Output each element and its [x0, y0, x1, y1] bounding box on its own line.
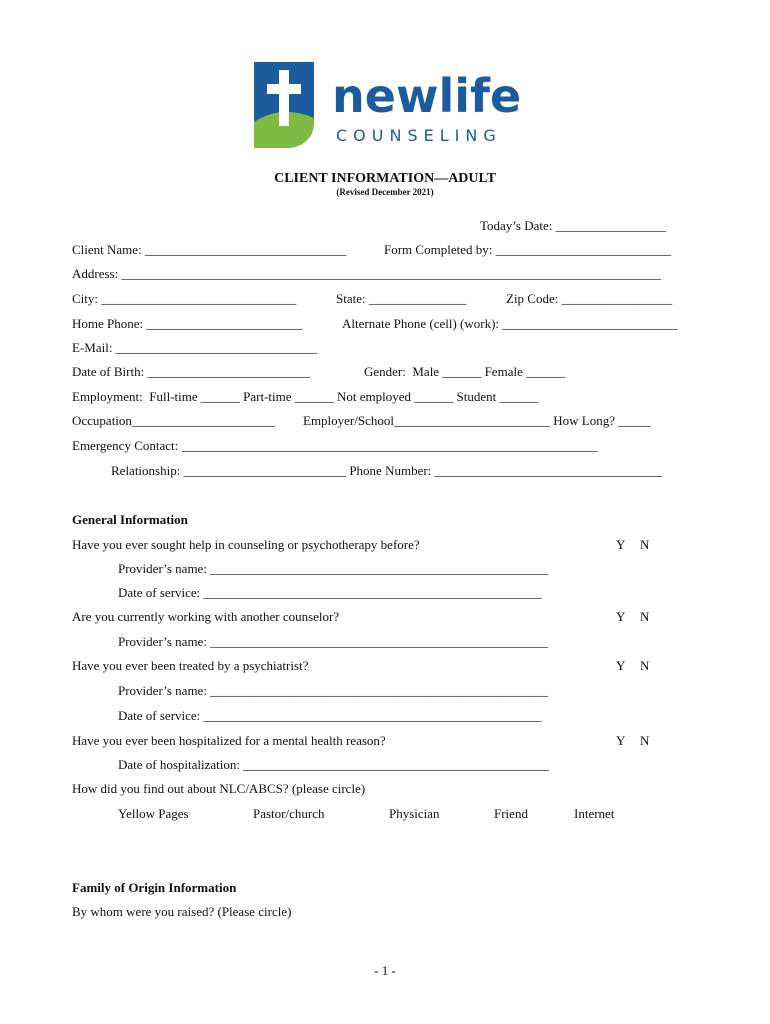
logo-cross-vertical [279, 70, 289, 126]
q3-no-option[interactable]: N [640, 658, 650, 673]
logo-tagline: COUNSELING [336, 126, 502, 145]
newlife-counseling-logo [252, 60, 522, 150]
option-internet[interactable]: Internet [574, 806, 615, 821]
q2-yes-option[interactable]: Y [616, 609, 626, 624]
q1-date-of-service-field[interactable]: Date of service: ____________________________________________________ [118, 585, 542, 600]
q3-yes-option[interactable]: Y [616, 658, 626, 673]
todays-date-field[interactable]: Today’s Date: _________________ [480, 218, 667, 233]
q4-yes-option[interactable]: Y [616, 733, 626, 748]
occupation-field[interactable]: Occupation______________________ [72, 413, 275, 428]
q2-provider-name-field[interactable]: Provider’s name: ____________________________________________________ [118, 634, 549, 649]
city-field[interactable]: City: ______________________________ [72, 291, 297, 306]
family-origin-heading: Family of Origin Information [72, 880, 237, 895]
client-name-field[interactable]: Client Name: _______________________________ [72, 242, 347, 257]
question-current-counselor: Are you currently working with another counselor? [72, 609, 340, 624]
option-yellow-pages[interactable]: Yellow Pages [118, 806, 189, 821]
question-raised-by: By whom were you raised? (Please circle) [72, 904, 292, 919]
q1-no-option[interactable]: N [640, 537, 650, 552]
emergency-contact-field[interactable]: Emergency Contact: ________________________________________________________________ [72, 438, 598, 453]
zip-code-field[interactable]: Zip Code: _________________ [506, 291, 673, 306]
option-pastor-church[interactable]: Pastor/church [253, 806, 325, 821]
employer-school-field[interactable]: Employer/School________________________ How Long? _____ [303, 413, 651, 428]
q1-provider-name-field[interactable]: Provider’s name: ____________________________________________________ [118, 561, 549, 576]
relationship-field[interactable]: Relationship: _________________________ Phone Number: ___________________________________ [111, 463, 663, 478]
logo-cross-horizontal [267, 84, 301, 94]
address-field[interactable]: Address: ___________________________________________________________________________________ [72, 266, 661, 281]
alternate-phone-field[interactable]: Alternate Phone (cell) (work): ___________________________ [342, 316, 678, 331]
question-hospitalized: Have you ever been hospitalized for a mental health reason? [72, 733, 386, 748]
general-information-heading: General Information [72, 512, 188, 527]
form-title: CLIENT INFORMATION—ADULT [274, 171, 496, 186]
q3-date-of-service-field[interactable]: Date of service: ____________________________________________________ [118, 708, 542, 723]
logo-wordmark-new: newlife [332, 69, 522, 123]
q4-no-option[interactable]: N [640, 733, 650, 748]
gender-field[interactable]: Gender: Male ______ Female ______ [364, 364, 566, 379]
home-phone-field[interactable]: Home Phone: ________________________ [72, 316, 303, 331]
form-completed-by-field[interactable]: Form Completed by: ___________________________ [384, 242, 672, 257]
email-field[interactable]: E-Mail: _______________________________ [72, 340, 318, 355]
option-physician[interactable]: Physician [389, 806, 440, 821]
question-psychiatrist: Have you ever been treated by a psychiatrist? [72, 658, 309, 673]
form-subtitle: (Revised December 2021) [336, 187, 434, 197]
option-friend[interactable]: Friend [494, 806, 528, 821]
q4-date-of-hospitalization-field[interactable]: Date of hospitalization: _______________________________________________ [118, 757, 549, 772]
q1-yes-option[interactable]: Y [616, 537, 626, 552]
page-number: - 1 - [374, 963, 396, 978]
employment-field[interactable]: Employment: Full-time ______ Part-time ______ Not employed ______ Student ______ [72, 389, 539, 404]
date-of-birth-field[interactable]: Date of Birth: _________________________ [72, 364, 310, 379]
question-counseling-before: Have you ever sought help in counseling or psychotherapy before? [72, 537, 420, 552]
q2-no-option[interactable]: N [640, 609, 650, 624]
state-field[interactable]: State: _______________ [336, 291, 467, 306]
q3-provider-name-field[interactable]: Provider’s name: ____________________________________________________ [118, 683, 549, 698]
question-find-out: How did you find out about NLC/ABCS? (please circle) [72, 781, 366, 796]
